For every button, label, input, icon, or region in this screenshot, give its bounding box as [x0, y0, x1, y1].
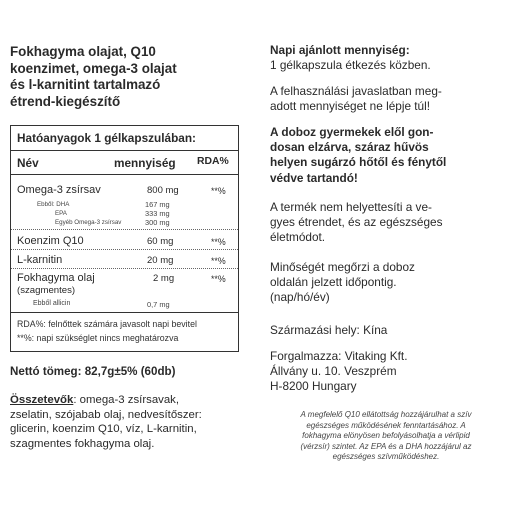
sub-amount: 333 mg: [145, 209, 170, 218]
distributor-line: Forgalmazza: Vitaking Kft.: [270, 349, 408, 363]
claim-line: egészséges szívműködéshez.: [332, 452, 440, 461]
claim-line: egészséges működésének fenntartásához. A: [306, 420, 466, 430]
title-line: és l-karnitint tartalmazó: [10, 77, 161, 92]
distributor-block: [270, 349, 502, 395]
ingredients-line: zselatin, szójabab olaj, nedvesítőszer:: [10, 408, 202, 421]
warning-line: adott mennyiséget ne lépje túl!: [270, 99, 431, 114]
diet-block: [270, 200, 502, 246]
row-name: Fokhagyma olaj: [17, 272, 95, 284]
claim-line: fokhagyma elönyösen befolyásolhatja a vérlipid: [302, 431, 470, 440]
storage-line: dosan elzárva, száraz hűvös: [270, 140, 429, 155]
col-name-header: Név: [17, 156, 39, 170]
sub-amount: 167 mg: [145, 200, 170, 209]
title-line: étrend-kiegészítő: [10, 93, 121, 109]
row-divider: [11, 249, 238, 250]
ingredients-line: : omega-3 zsírsavak,: [73, 394, 180, 406]
col-rda-header: RDA%: [197, 156, 229, 167]
net-weight: Nettó tömeg: 82,7g±5% (60db): [10, 365, 176, 378]
table-heading: Hatóanyagok 1 gélkapszulában:: [17, 131, 196, 145]
dosage-block: [270, 43, 502, 73]
quality-line: oldalán jelzett időpontig.: [270, 275, 397, 290]
row-divider: [11, 229, 238, 230]
quality-line: (nap/hó/év): [270, 290, 330, 305]
row-amount: 800 mg: [147, 185, 179, 196]
storage-block: [270, 125, 502, 186]
garlic-note: (szagmentes): [17, 285, 76, 296]
row-amount: 2 mg: [153, 273, 175, 284]
dosage-title: Napi ajánlott mennyiség:: [270, 43, 410, 57]
product-title: [10, 44, 242, 110]
footnote-na: **%: napi szükséglet nincs meghatározva: [17, 333, 179, 343]
row-amount: 60 mg: [147, 236, 174, 247]
origin: [270, 323, 502, 338]
ingredients-label: Összetevők: [10, 394, 74, 406]
diet-line: gyes étrendet, és az egészséges: [270, 215, 443, 230]
row-rda: **%: [211, 186, 226, 196]
storage-line: védve tartandó!: [270, 170, 358, 185]
allicin-amount: 0,7 mg: [147, 300, 170, 309]
distributor-line: Állvány u. 10. Veszprém: [270, 364, 397, 379]
row-rda: **%: [211, 237, 226, 247]
row-divider: [11, 268, 238, 269]
title-line: Fokhagyma olajat, Q10: [10, 44, 156, 59]
claim-line: A megfelelő Q10 ellátottság hozzájárulhat a szív: [300, 410, 472, 419]
storage-line: helyen sugárzó hőtől és fénytől: [270, 155, 447, 170]
sub-name: EPA: [55, 210, 67, 217]
claim-line: (vérzsír) szintet. Az EPA és a DHA hozzájárul az: [300, 441, 472, 451]
row-name: Koenzim Q10: [17, 235, 84, 247]
title-line: koenzimet, omega-3 olajat: [10, 60, 177, 76]
storage-line: A doboz gyermekek elől gon-: [270, 125, 434, 139]
sub-name: Ebből: DHA: [37, 201, 70, 208]
col-amount-header: mennyiség: [114, 156, 176, 170]
ingredients-line: szagmentes fokhagyma olaj.: [10, 437, 155, 450]
quality-line: Minőségét megőrzi a doboz: [270, 260, 415, 274]
ingredients-line: glicerin, koenzim Q10, víz, L-karnitin,: [10, 423, 197, 436]
allicin-name: Ebből allicin: [33, 300, 71, 307]
warning-block: [270, 84, 502, 114]
sub-name: Egyéb Omega-3 zsírsav: [55, 219, 122, 226]
row-name: Omega-3 zsírsav: [17, 184, 101, 196]
row-name: L-karnitin: [17, 254, 63, 266]
table-divider: [11, 174, 238, 175]
dosage-text: 1 gélkapszula étkezés közben.: [270, 58, 431, 73]
footnote-rda: RDA%: felnőttek számára javasolt napi bevitel: [17, 319, 197, 329]
row-rda: **%: [211, 274, 226, 284]
nutrition-table: [10, 125, 239, 352]
row-amount: 20 mg: [147, 255, 174, 266]
table-divider: [11, 150, 238, 151]
health-claims: [270, 410, 502, 463]
warning-line: A felhasználási javaslatban meg-: [270, 84, 442, 98]
sub-amount: 300 mg: [145, 218, 170, 227]
row-rda: **%: [211, 256, 226, 266]
distributor-line: H-8200 Hungary: [270, 379, 357, 394]
ingredients: [10, 393, 240, 451]
origin-text: Származási hely: Kína: [270, 323, 388, 337]
diet-line: A termék nem helyettesíti a ve-: [270, 200, 432, 214]
diet-line: életmódot.: [270, 230, 326, 245]
quality-block: [270, 260, 502, 306]
table-divider: [11, 312, 238, 313]
